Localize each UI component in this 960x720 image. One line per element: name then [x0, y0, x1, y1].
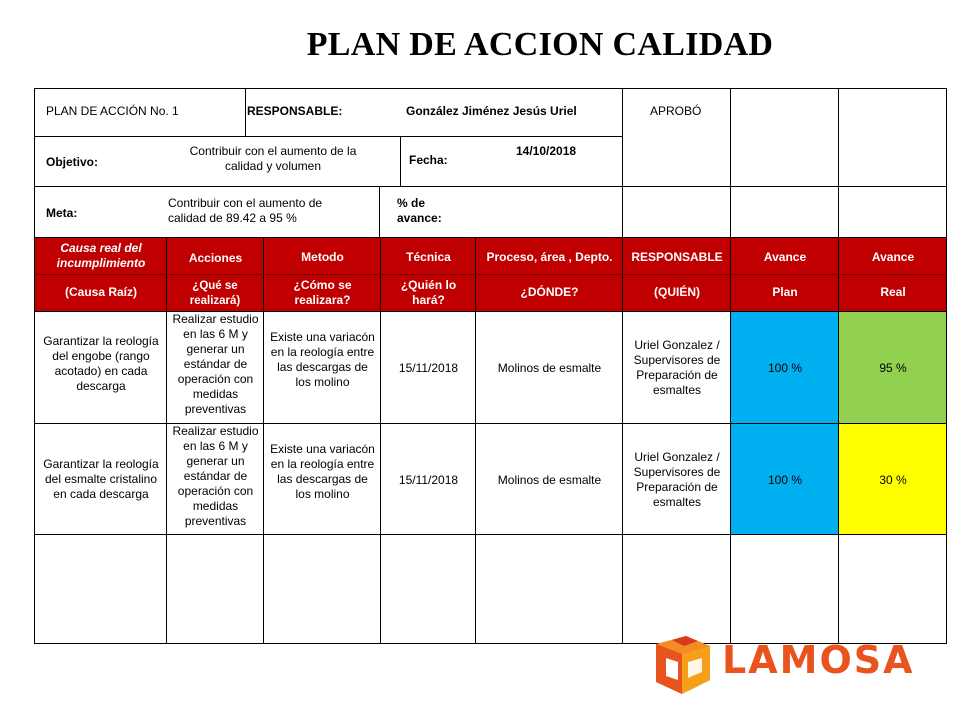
row2-donde-text: Molinos de esmalte	[497, 473, 602, 487]
row3-avance-plan	[730, 534, 839, 644]
signature-cell-2	[838, 88, 947, 187]
col-header-proceso-sub: ¿DÓNDE?	[520, 285, 579, 299]
fecha-value: 14/10/2018	[516, 144, 577, 158]
plan-number-label: PLAN DE ACCIÓN No. 1	[46, 104, 179, 118]
row2-accion	[166, 423, 264, 535]
row2-quien-text: Uriel Gonzalez / Supervisores de Preparación de esmaltes	[633, 450, 721, 509]
row3-quien	[622, 534, 731, 644]
col-header-causa-sub: (Causa Raíz)	[64, 285, 138, 299]
fecha-label: Fecha:	[409, 153, 448, 167]
row1-donde	[475, 311, 623, 424]
col-header-acciones-title: Acciones	[188, 251, 243, 265]
row1-accion	[166, 311, 264, 424]
meta-value: Contribuir con el aumento de calidad de 89.42 a 95 %	[168, 196, 323, 225]
col-header-tecnica-title: Técnica	[406, 250, 451, 264]
row1-avance-real	[838, 311, 947, 424]
col-header-metodo-sub: ¿Cómo se realizara?	[293, 278, 352, 307]
avance-value-cell-1	[622, 186, 731, 238]
avance-value-cell-3	[838, 186, 947, 238]
row2-causa	[34, 423, 167, 535]
row2-metodo	[263, 423, 381, 535]
row3-metodo	[263, 534, 381, 644]
avance-value-cell-2	[730, 186, 839, 238]
lamosa-logo	[652, 636, 922, 700]
row1-causa	[34, 311, 167, 424]
col-header-responsable-title: RESPONSABLE	[631, 250, 723, 264]
signature-cell-1	[730, 88, 839, 187]
row1-avance-plan	[730, 311, 839, 424]
svg-text:LAMOSA: LAMOSA	[722, 638, 915, 682]
row1-accion-text: Realizar estudio en las 6 M y generar un estándar de operación con medidas preventivas	[172, 312, 259, 416]
fecha-cell	[400, 136, 623, 187]
col-header-acciones-sub: ¿Qué se realizará)	[189, 280, 241, 307]
row2-avance-plan-text: 100 %	[767, 473, 803, 487]
col-header-avance-plan-title: Avance	[763, 250, 807, 264]
row1-avance-plan-text: 100 %	[767, 361, 803, 375]
col-header-avance-real-sub: Real	[880, 285, 906, 299]
col-header-metodo-title: Metodo	[301, 250, 344, 264]
responsable-label: RESPONSABLE:	[247, 104, 343, 118]
row1-avance-real-text: 95 %	[879, 361, 907, 375]
plan-number-cell	[34, 88, 246, 137]
row2-metodo-text: Existe una variacón en la reología entre las descargas de los molino	[270, 442, 375, 501]
col-header-responsable-sub: (QUIÉN)	[654, 285, 700, 299]
row3-avance-real	[838, 534, 947, 644]
row2-fecha	[380, 423, 476, 535]
objetivo-cell	[34, 136, 401, 187]
row2-causa-text: Garantizar la reología del esmalte cristalino en cada descarga	[43, 457, 159, 501]
col-header-tecnica-sub: ¿Quién lo hará?	[400, 278, 457, 307]
row2-avance-real-text: 30 %	[879, 473, 907, 487]
row1-quien	[622, 311, 731, 424]
avance-cell	[379, 186, 623, 238]
col-header-causa-title: Causa real del incumplimiento	[56, 241, 146, 270]
row3-accion	[166, 534, 264, 644]
row1-causa-text: Garantizar la reología del engobe (rango acotado) en cada descarga	[43, 334, 159, 393]
avance-label: % de avance:	[397, 196, 442, 225]
row2-accion-text: Realizar estudio en las 6 M y generar un estándar de operación con medidas preventivas	[172, 424, 259, 528]
objetivo-label: Objetivo:	[46, 155, 99, 169]
objetivo-value: Contribuir con el aumento de la calidad y volumen	[189, 144, 357, 173]
row3-donde	[475, 534, 623, 644]
row2-avance-plan	[730, 423, 839, 535]
meta-cell	[34, 186, 380, 238]
row1-donde-text: Molinos de esmalte	[497, 361, 602, 375]
row3-causa	[34, 534, 167, 644]
row1-metodo	[263, 311, 381, 424]
meta-label: Meta:	[46, 206, 78, 220]
row2-fecha-text: 15/11/2018	[398, 473, 459, 487]
row1-fecha-text: 15/11/2018	[398, 361, 459, 375]
responsable-cell	[245, 88, 623, 137]
col-header-avance-plan-sub: Plan	[772, 285, 798, 299]
aprobo-cell	[622, 88, 731, 187]
action-plan-table	[34, 88, 947, 644]
lamosa-cube-icon	[656, 636, 710, 694]
col-header-avance-real-title: Avance	[871, 250, 915, 264]
page-title: PLAN DE ACCION CALIDAD	[306, 26, 774, 63]
aprobo-label: APROBÓ	[650, 104, 702, 118]
row1-quien-text: Uriel Gonzalez / Supervisores de Preparación de esmaltes	[633, 338, 721, 397]
header-divider	[34, 274, 947, 275]
row2-quien	[622, 423, 731, 535]
row3-fecha	[380, 534, 476, 644]
row2-avance-real	[838, 423, 947, 535]
responsable-value: González Jiménez Jesús Uriel	[406, 104, 577, 118]
col-header-proceso-title: Proceso, área , Depto.	[486, 250, 613, 264]
row1-metodo-text: Existe una variacón en la reología entre las descargas de los molino	[270, 330, 375, 389]
row1-fecha	[380, 311, 476, 424]
row2-donde	[475, 423, 623, 535]
